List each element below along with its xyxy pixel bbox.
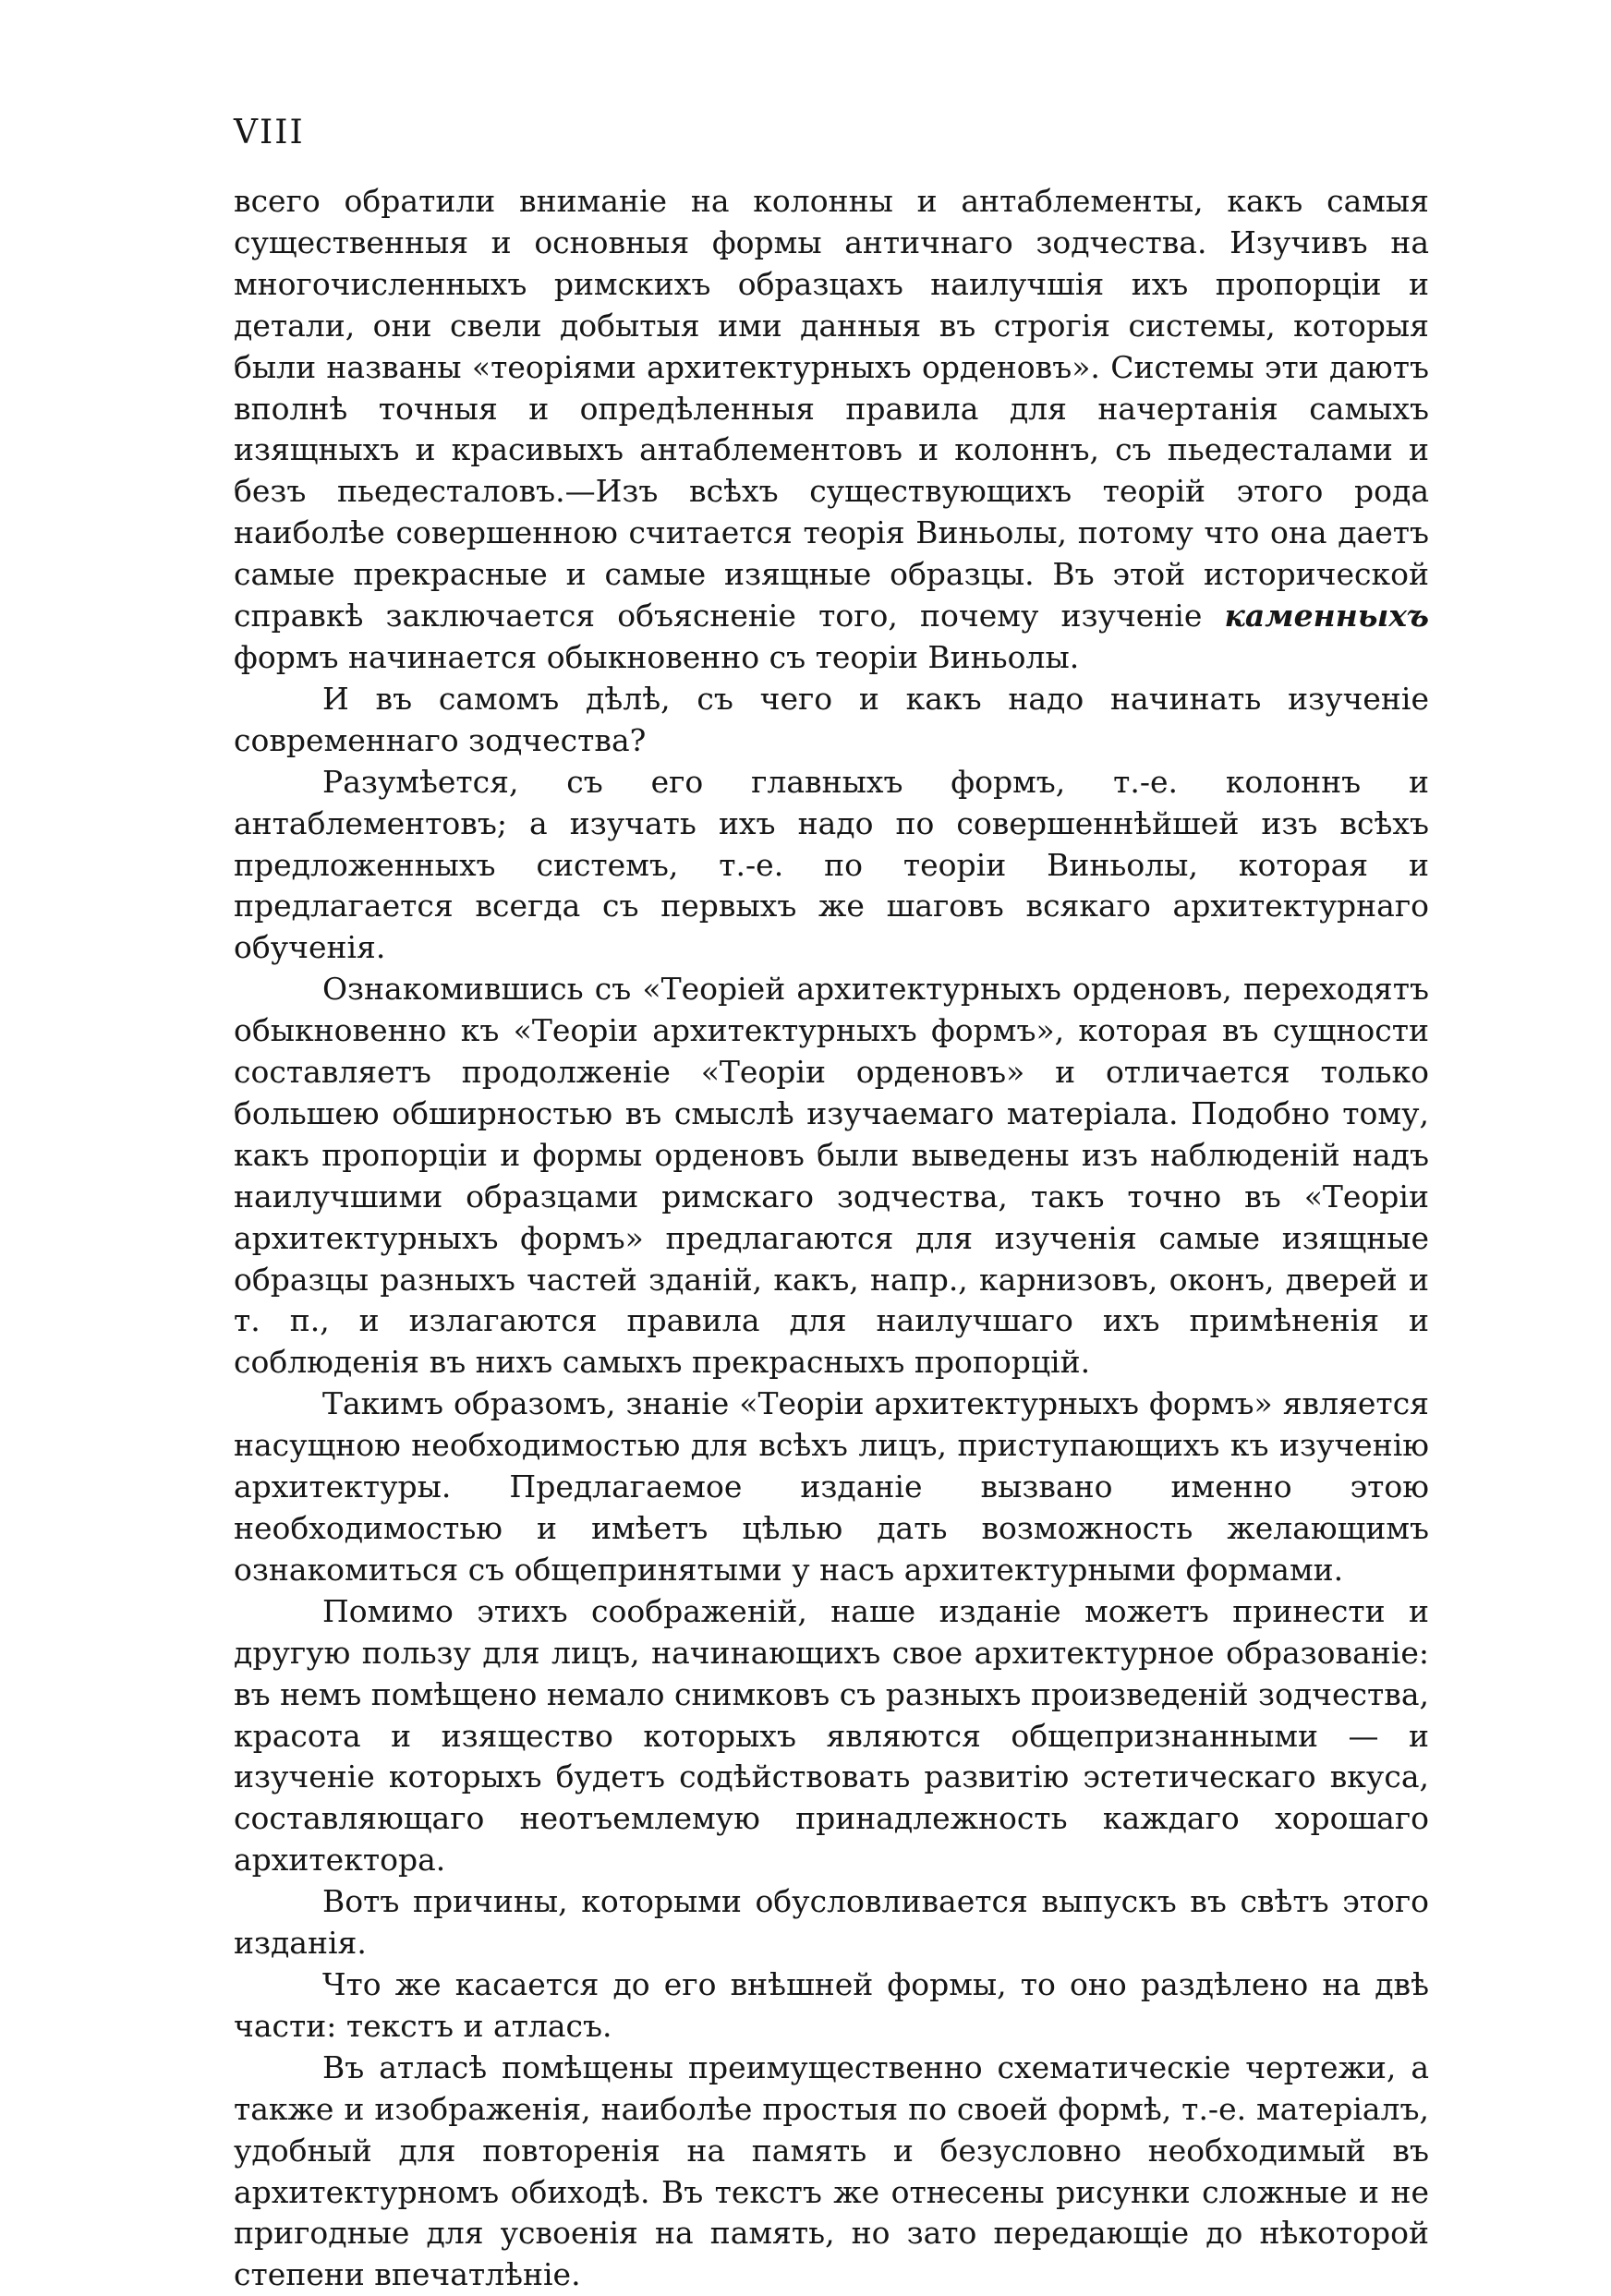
paragraph: И въ самомъ дѣлѣ, съ чего и какъ надо начинать изученіе современнаго зодчества? — [234, 680, 1429, 758]
page-number: VIII — [234, 114, 305, 151]
paragraph-text: всего обратили вниманіе на колонны и антаблементы, какъ самыя существенныя и основныя формы античнаго зодчества. Изучивъ на многочисленныхъ римскихъ образцахъ наилучшія ихъ пропорціи и детали, они свели добытыя ими данныя въ строгія системы, которыя были названы «теоріями архитектурныхъ орденовъ». Системы эти даютъ вполнѣ точныя и опредѣленныя правила для начертанія самыхъ изящныхъ и красивыхъ антаблементовъ и колоннъ, съ пьедесталами и безъ пьедесталовъ.—Изъ всѣхъ существующихъ теорій этого рода наиболѣе совершенною считается теорія Виньолы, потому что она даетъ самые прекрасные и самые изящные образцы. Въ этой исторической справкѣ заключается объясненіе того, почему изученіе — [234, 183, 1429, 634]
paragraph: Въ атласѣ помѣщены преимущественно схематическіе чертежи, а также и изображенія, наиболѣе простыя по своей формѣ, т.-е. матеріалъ, удобный для повторенія на память и безусловно необходимый въ архитектурномъ обиходѣ. Въ текстъ же отнесены рисунки сложные и не пригодные для усвоенія на память, но зато передающіе до нѣкоторой степени впечатлѣніе. — [234, 2048, 1429, 2293]
paragraph-text: формъ начинается обыкновенно съ теоріи Виньолы. — [234, 638, 1080, 675]
paragraph: Вотъ причины, которыми обусловливается выпускъ въ свѣтъ этого изданія. — [234, 1883, 1429, 1962]
paragraph: Что же касается до его внѣшней формы, то оно раздѣлено на двѣ части: текстъ и атласъ. — [234, 1965, 1429, 2044]
paragraph: Помимо этихъ соображеній, наше изданіе можетъ принести и другую пользу для лицъ, начинающихъ свое архитектурное образованіе: въ немъ помѣщено немало снимковъ съ разныхъ произведеній зодчества, красота и изящество которыхъ являются общепризнанными — и изученіе которыхъ будетъ содѣйствовать развитію эстетическаго вкуса, составляющаго неотъемлемую принадлежность каждаго хорошаго архитектора. — [234, 1592, 1429, 1879]
paragraph: Разумѣется, съ его главныхъ формъ, т.-е. колоннъ и антаблементовъ; а изучать ихъ надо по совершеннѣйшей изъ всѣхъ предложенныхъ системъ, т.-е. по теоріи Виньолы, которая и предлагается всегда съ первыхъ же шаговъ всякаго архитектурнаго обученія. — [234, 763, 1429, 966]
body-text — [234, 181, 1429, 2296]
paragraph — [234, 181, 1429, 679]
emphasized-word: каменныхъ — [1224, 598, 1429, 634]
paragraph: Ознакомившись съ «Теоріей архитектурныхъ орденовъ, переходятъ обыкновенно къ «Теоріи архитектурныхъ формъ», которая въ сущности составляетъ продолженіе «Теоріи орденовъ» и отличается только большею обширностью въ смыслѣ изучаемаго матеріала. Подобно тому, какъ пропорціи и формы орденовъ были выведены изъ наблюденій надъ наилучшими образцами римскаго зодчества, такъ точно въ «Теоріи архитектурныхъ формъ» предлагаются для изученія самые изящные образцы разныхъ частей зданій, какъ, напр., карнизовъ, оконъ, дверей и т. п., и излагаются правила для наилучшаго ихъ примѣненія и соблюденія въ нихъ самыхъ прекрасныхъ пропорцій. — [234, 971, 1429, 1381]
paragraph: Такимъ образомъ, знаніе «Теоріи архитектурныхъ формъ» является насущною необходимостью для всѣхъ лицъ, приступающихъ къ изученію архитектуры. Предлагаемое изданіе вызвано именно этою необходимостью и имѣетъ цѣлью дать возможность желающимъ ознакомиться съ общепринятыми у насъ архитектурными формами. — [234, 1385, 1429, 1588]
